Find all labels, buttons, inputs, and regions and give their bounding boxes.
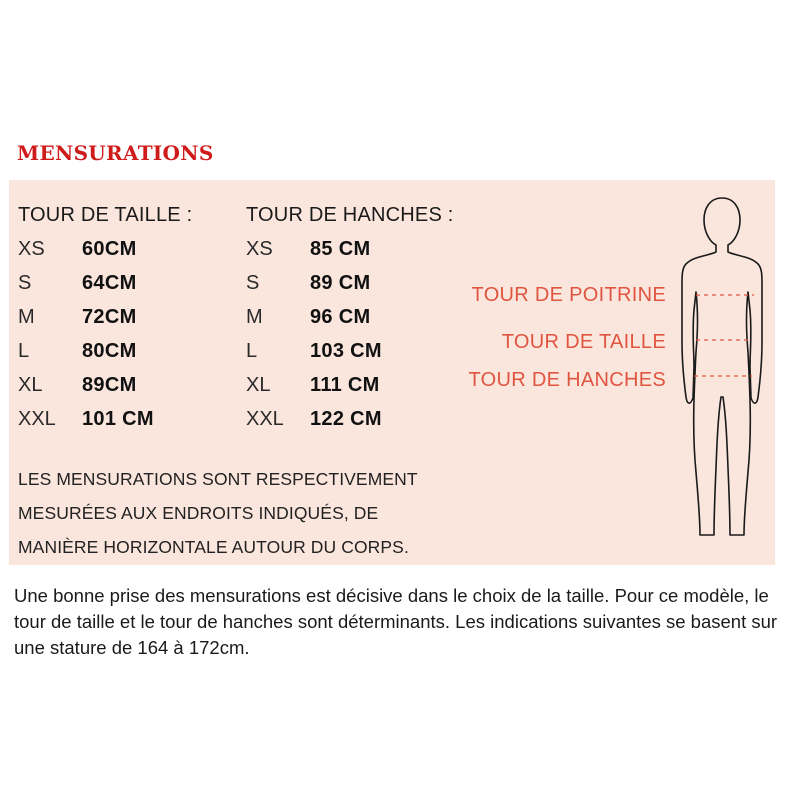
- size-label: XXL: [18, 408, 56, 430]
- table-row: [18, 373, 192, 407]
- size-label: L: [246, 340, 258, 362]
- size-value: 122 CM: [310, 408, 382, 430]
- size-label: S: [18, 272, 32, 294]
- footer-text: Une bonne prise des mensurations est décisive dans le choix de la taille. Pour ce modèle, le tour de taille et le tour de hanches sont déterminants. Les indications suivantes se basent sur une stature de 164 à 172cm.: [14, 585, 778, 658]
- table-row: [18, 305, 192, 339]
- table-row: [18, 271, 192, 305]
- note-line: LES MENSURATIONS SONT RESPECTIVEMENT: [18, 469, 418, 489]
- measure-lines: [694, 295, 754, 376]
- size-label: XS: [246, 238, 273, 260]
- size-value: 72CM: [82, 306, 137, 328]
- size-label: L: [18, 340, 30, 362]
- measurement-note: [18, 462, 418, 564]
- size-label: XL: [18, 374, 43, 396]
- body-outline: [682, 198, 762, 535]
- size-label: XL: [246, 374, 271, 396]
- size-value: 85 CM: [310, 238, 371, 260]
- table-row: [246, 373, 454, 407]
- size-value: 80CM: [82, 340, 137, 362]
- body-silhouette-icon: [672, 192, 772, 542]
- size-label: S: [246, 272, 260, 294]
- table-row: [246, 305, 454, 339]
- size-value: 103 CM: [310, 340, 382, 362]
- note-line: MANIÈRE HORIZONTALE AUTOUR DU CORPS.: [18, 537, 409, 557]
- size-label: M: [18, 306, 35, 328]
- hips-heading: TOUR DE HANCHES :: [246, 204, 454, 226]
- waist-size-table: [18, 203, 192, 441]
- chest-label: TOUR DE POITRINE: [471, 284, 666, 306]
- size-value: 111 CM: [310, 374, 380, 396]
- page-title: MENSURATIONS: [17, 141, 214, 165]
- size-label: XXL: [246, 408, 284, 430]
- size-value: 64CM: [82, 272, 137, 294]
- size-value: 89 CM: [310, 272, 371, 294]
- note-line: MESURÉES AUX ENDROITS INDIQUÉS, DE: [18, 503, 379, 523]
- waist-heading: TOUR DE TAILLE :: [18, 204, 193, 226]
- table-row: [246, 271, 454, 305]
- size-label: M: [246, 306, 263, 328]
- table-row: [246, 237, 454, 271]
- hips-label: TOUR DE HANCHES: [468, 369, 666, 391]
- hips-size-table: [246, 203, 454, 441]
- size-value: 101 CM: [82, 408, 154, 430]
- table-row: [246, 407, 454, 441]
- size-value: 60CM: [82, 238, 137, 260]
- table-row: [18, 407, 192, 441]
- waist-label: TOUR DE TAILLE: [501, 331, 666, 353]
- size-value: 89CM: [82, 374, 137, 396]
- table-row: [18, 339, 192, 373]
- size-label: XS: [18, 238, 45, 260]
- table-row: [18, 237, 192, 271]
- table-row: [246, 339, 454, 373]
- size-value: 96 CM: [310, 306, 371, 328]
